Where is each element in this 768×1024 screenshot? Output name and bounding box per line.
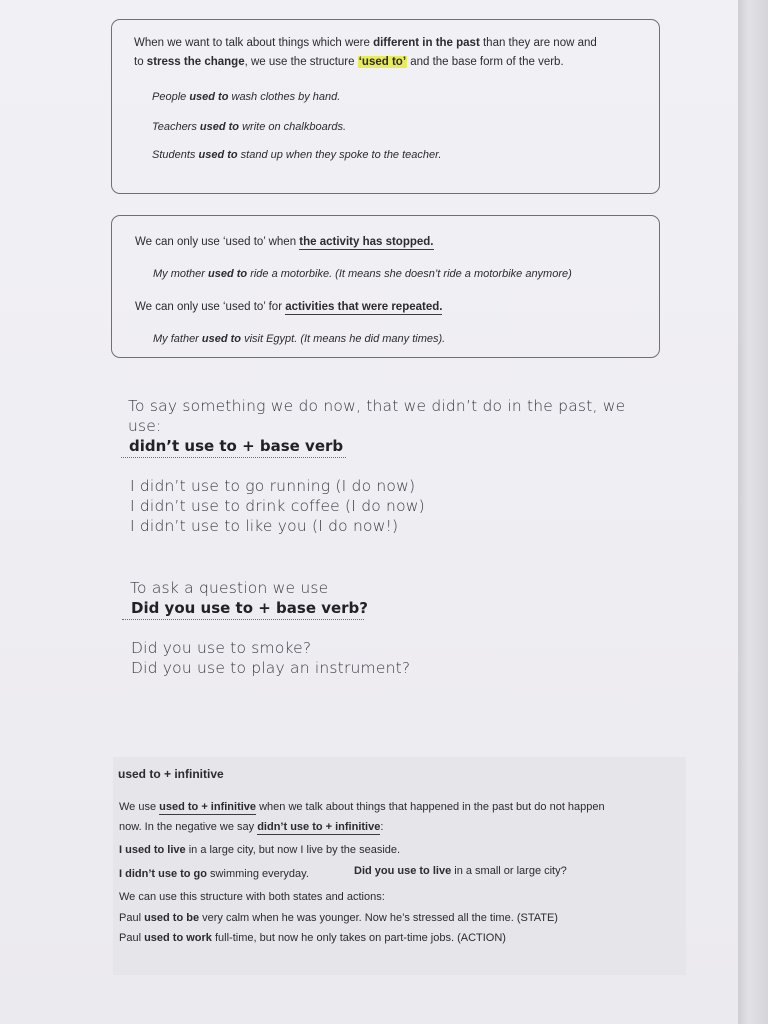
question-example: Did you use to play an instrument? bbox=[131, 659, 411, 677]
box2-example-mother: My mother used to ride a motorbike. (It means she doesn’t ride a motorbike anymore) bbox=[153, 268, 572, 280]
structure-underline bbox=[122, 619, 364, 620]
page-edge bbox=[738, 0, 768, 1024]
panel-example-state: Paul used to be very calm when he was younger. Now he’s stressed all the time. (STATE) bbox=[119, 912, 558, 924]
panel-example-question: Did you use to live in a small or large city? bbox=[354, 865, 567, 877]
question-example: Did you use to smoke? bbox=[131, 639, 312, 657]
negative-intro-line1: To say something we do now, that we didn’t do in the past, we bbox=[128, 397, 626, 415]
box2-rule-stopped: We can only use ‘used to’ when the activity has stopped. bbox=[135, 236, 434, 248]
box2-example-father: My father used to visit Egypt. (It means he did many times). bbox=[153, 333, 446, 345]
negative-example: I didn’t use to go running (I do now) bbox=[130, 477, 416, 495]
box1-example: People used to wash clothes by hand. bbox=[152, 91, 341, 103]
structure-underline bbox=[121, 457, 346, 458]
panel-note: We can use this structure with both states and actions: bbox=[119, 891, 385, 903]
question-intro: To ask a question we use bbox=[130, 579, 329, 597]
panel-example-action: Paul used to work full-time, but now he only takes on part-time jobs. (ACTION) bbox=[119, 932, 506, 944]
negative-structure: didn’t use to + base verb bbox=[129, 437, 344, 455]
panel-example: I used to live in a large city, but now I live by the seaside. bbox=[119, 844, 401, 856]
negative-example: I didn’t use to like you (I do now!) bbox=[130, 517, 399, 535]
box1-intro-line2: to stress the change, we use the structure ‘used to’ and the base form of the verb. bbox=[134, 56, 564, 68]
negative-example: I didn’t use to drink coffee (I do now) bbox=[130, 497, 425, 515]
panel-paragraph-line1: We use used to + infinitive when we talk about things that happened in the past but do not happen bbox=[119, 801, 605, 813]
box1-example: Teachers used to write on chalkboards. bbox=[152, 121, 347, 133]
box2-rule-repeated: We can only use ‘used to’ for activities that were repeated. bbox=[135, 301, 443, 313]
box1-intro-line1: When we want to talk about things which were different in the past than they are now and bbox=[134, 37, 597, 49]
negative-intro-line2: use: bbox=[128, 417, 162, 435]
box1-example: Students used to stand up when they spoke to the teacher. bbox=[152, 149, 442, 161]
panel-paragraph-line2: now. In the negative we say didn’t use to + infinitive: bbox=[119, 821, 384, 833]
panel-heading: used to + infinitive bbox=[118, 767, 224, 781]
question-structure: Did you use to + base verb? bbox=[131, 599, 368, 617]
panel-example: I didn’t use to go swimming everyday. bbox=[119, 868, 309, 880]
